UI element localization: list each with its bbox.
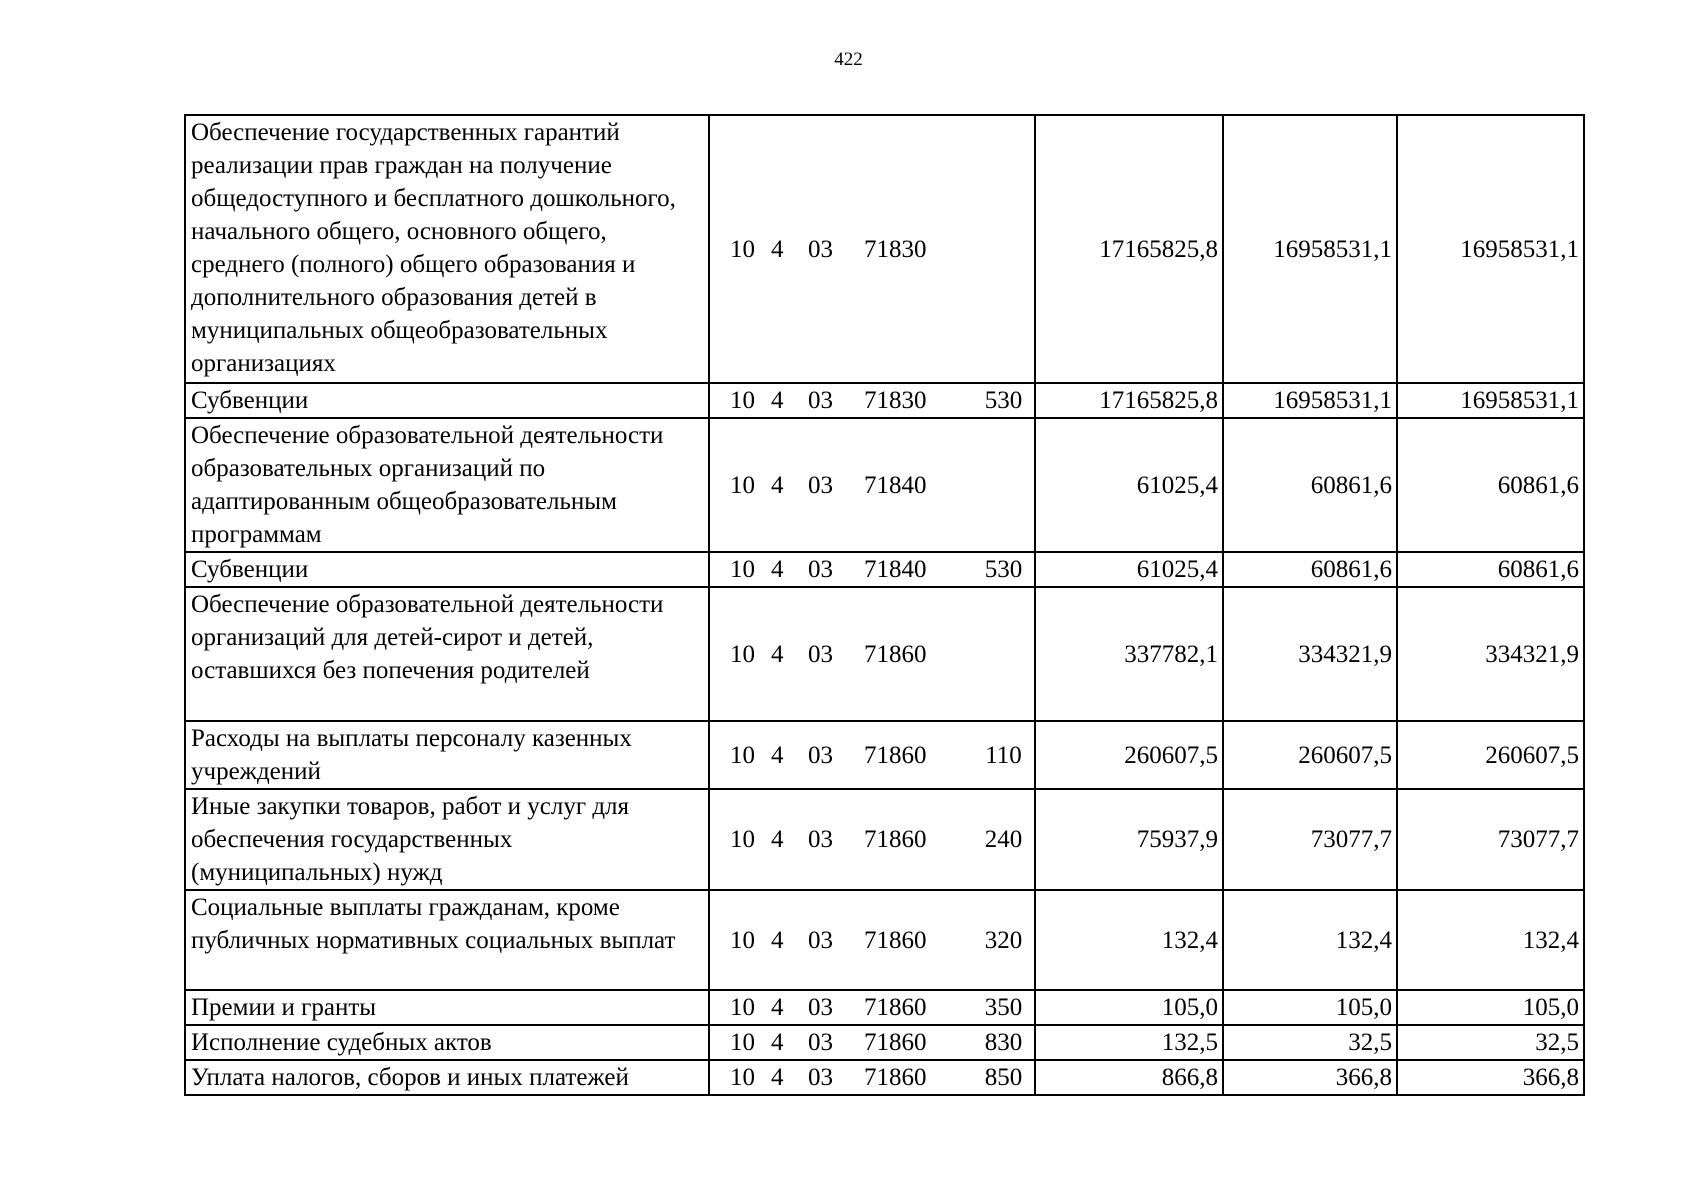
program-code: 03 [805, 721, 861, 789]
expense-type-code [973, 418, 1035, 552]
row-name: Обеспечение образовательной деятельности организаций для детей-сирот и детей, оставшихся без попечения родителей [185, 587, 709, 721]
subsection-code: 4 [761, 115, 805, 383]
table-row [185, 587, 1584, 721]
section-code: 10 [709, 587, 761, 721]
program-code: 03 [805, 1060, 861, 1095]
program-code: 03 [805, 587, 861, 721]
target-code: 71860 [861, 890, 973, 990]
subsection-code: 4 [761, 418, 805, 552]
row-name: Исполнение судебных актов [185, 1025, 709, 1060]
table-row [185, 115, 1584, 383]
row-name: Обеспечение образовательной деятельности образовательных организаций по адаптированным общеобразовательным программам [185, 418, 709, 552]
target-code: 71860 [861, 587, 973, 721]
expense-type-code: 350 [973, 990, 1035, 1025]
amount-year-2: 73077,7 [1223, 789, 1397, 890]
expense-type-code: 320 [973, 890, 1035, 990]
row-name: Иные закупки товаров, работ и услуг для обеспечения государственных (муниципальных) нужд [185, 789, 709, 890]
section-code: 10 [709, 1060, 761, 1095]
amount-year-2: 60861,6 [1223, 552, 1397, 587]
amount-year-3: 366,8 [1397, 1060, 1584, 1095]
expense-type-code: 850 [973, 1060, 1035, 1095]
amount-year-1: 132,5 [1035, 1025, 1223, 1060]
subsection-code: 4 [761, 383, 805, 418]
section-code: 10 [709, 990, 761, 1025]
amount-year-2: 366,8 [1223, 1060, 1397, 1095]
target-code: 71860 [861, 1060, 973, 1095]
table-row [185, 990, 1584, 1025]
subsection-code: 4 [761, 587, 805, 721]
amount-year-3: 132,4 [1397, 890, 1584, 990]
section-code: 10 [709, 890, 761, 990]
amount-year-3: 60861,6 [1397, 552, 1584, 587]
amount-year-2: 60861,6 [1223, 418, 1397, 552]
section-code: 10 [709, 552, 761, 587]
expense-type-code: 240 [973, 789, 1035, 890]
subsection-code: 4 [761, 1025, 805, 1060]
table-row [185, 890, 1584, 990]
program-code: 03 [805, 789, 861, 890]
target-code: 71860 [861, 990, 973, 1025]
amount-year-3: 60861,6 [1397, 418, 1584, 552]
row-name: Уплата налогов, сборов и иных платежей [185, 1060, 709, 1095]
amount-year-3: 16958531,1 [1397, 115, 1584, 383]
target-code: 71830 [861, 115, 973, 383]
table-row [185, 1025, 1584, 1060]
section-code: 10 [709, 418, 761, 552]
program-code: 03 [805, 990, 861, 1025]
subsection-code: 4 [761, 890, 805, 990]
row-name: Обеспечение государственных гарантий реализации прав граждан на получение общедоступного и бесплатного дошкольного, начального общего, основного общего, среднего (полного) общего образования и дополнительного образования детей в муниципальных общеобразовательных организациях [185, 115, 709, 383]
expense-type-code: 530 [973, 552, 1035, 587]
program-code: 03 [805, 552, 861, 587]
section-code: 10 [709, 115, 761, 383]
amount-year-2: 132,4 [1223, 890, 1397, 990]
budget-table [184, 114, 1585, 1096]
amount-year-2: 260607,5 [1223, 721, 1397, 789]
row-name: Субвенции [185, 383, 709, 418]
section-code: 10 [709, 383, 761, 418]
amount-year-2: 16958531,1 [1223, 383, 1397, 418]
amount-year-1: 105,0 [1035, 990, 1223, 1025]
program-code: 03 [805, 1025, 861, 1060]
amount-year-3: 105,0 [1397, 990, 1584, 1025]
target-code: 71860 [861, 721, 973, 789]
amount-year-1: 132,4 [1035, 890, 1223, 990]
row-name: Субвенции [185, 552, 709, 587]
table-row [185, 1060, 1584, 1095]
expense-type-code: 110 [973, 721, 1035, 789]
subsection-code: 4 [761, 990, 805, 1025]
amount-year-3: 32,5 [1397, 1025, 1584, 1060]
table-row [185, 552, 1584, 587]
amount-year-2: 105,0 [1223, 990, 1397, 1025]
expense-type-code: 530 [973, 383, 1035, 418]
table-row [185, 383, 1584, 418]
amount-year-3: 16958531,1 [1397, 383, 1584, 418]
row-name: Социальные выплаты гражданам, кроме публичных нормативных социальных выплат [185, 890, 709, 990]
amount-year-3: 334321,9 [1397, 587, 1584, 721]
amount-year-2: 16958531,1 [1223, 115, 1397, 383]
program-code: 03 [805, 383, 861, 418]
row-name: Премии и гранты [185, 990, 709, 1025]
program-code: 03 [805, 115, 861, 383]
target-code: 71840 [861, 552, 973, 587]
amount-year-1: 17165825,8 [1035, 115, 1223, 383]
amount-year-1: 61025,4 [1035, 418, 1223, 552]
table-row [185, 418, 1584, 552]
amount-year-3: 260607,5 [1397, 721, 1584, 789]
target-code: 71860 [861, 1025, 973, 1060]
section-code: 10 [709, 721, 761, 789]
amount-year-1: 260607,5 [1035, 721, 1223, 789]
subsection-code: 4 [761, 721, 805, 789]
row-name: Расходы на выплаты персоналу казенных учреждений [185, 721, 709, 789]
amount-year-3: 73077,7 [1397, 789, 1584, 890]
target-code: 71860 [861, 789, 973, 890]
section-code: 10 [709, 789, 761, 890]
page-number: 422 [834, 49, 863, 70]
expense-type-code: 830 [973, 1025, 1035, 1060]
section-code: 10 [709, 1025, 761, 1060]
amount-year-1: 75937,9 [1035, 789, 1223, 890]
subsection-code: 4 [761, 552, 805, 587]
table-row [185, 721, 1584, 789]
amount-year-2: 32,5 [1223, 1025, 1397, 1060]
subsection-code: 4 [761, 789, 805, 890]
table-row [185, 789, 1584, 890]
expense-type-code [973, 115, 1035, 383]
target-code: 71840 [861, 418, 973, 552]
amount-year-2: 334321,9 [1223, 587, 1397, 721]
subsection-code: 4 [761, 1060, 805, 1095]
expense-type-code [973, 587, 1035, 721]
program-code: 03 [805, 890, 861, 990]
target-code: 71830 [861, 383, 973, 418]
program-code: 03 [805, 418, 861, 552]
amount-year-1: 61025,4 [1035, 552, 1223, 587]
amount-year-1: 337782,1 [1035, 587, 1223, 721]
amount-year-1: 17165825,8 [1035, 383, 1223, 418]
amount-year-1: 866,8 [1035, 1060, 1223, 1095]
